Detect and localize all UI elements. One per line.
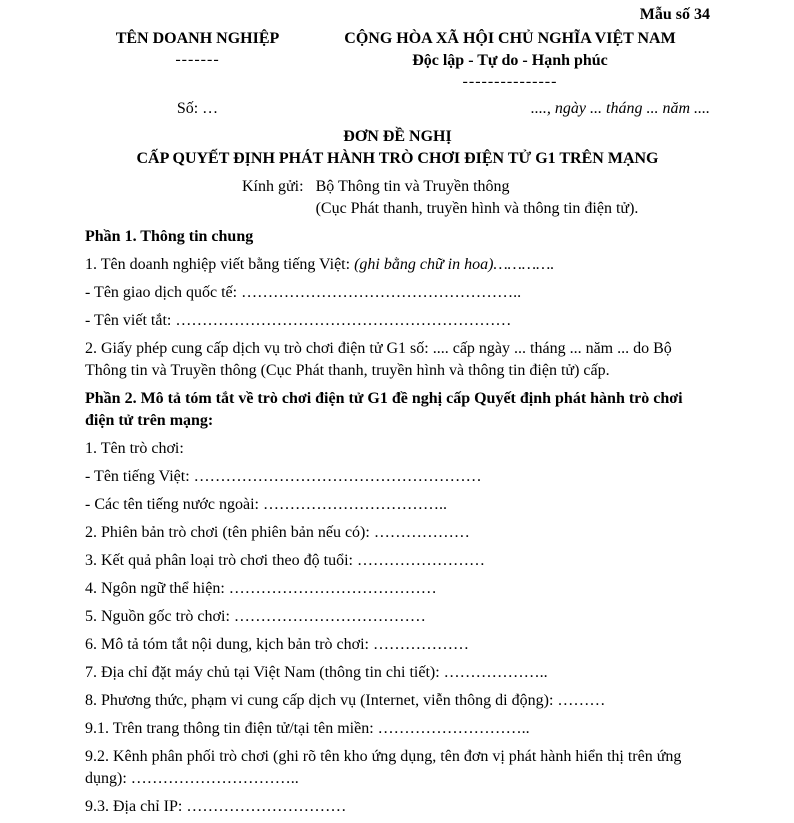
field-game-name-foreign: - Các tên tiếng nước ngoài: ……………………………..: [85, 496, 447, 513]
document-header: [85, 28, 710, 92]
national-motto: Độc lập - Tự do - Hạnh phúc: [412, 52, 608, 69]
field-game-name-vi: - Tên tiếng Việt: ………………………………………………: [85, 468, 482, 485]
part1-heading: Phần 1. Thông tin chung: [85, 228, 254, 245]
company-divider: -------: [175, 51, 220, 68]
part2-heading: Phần 2. Mô tả tóm tắt về trò chơi điện tử G1 đề nghị cấp Quyết định phát hành trò chơi điện tử trên mạng:: [85, 390, 683, 429]
field-content-summary: 6. Mô tả tóm tắt nội dung, kịch bản trò chơi: ………………: [85, 636, 469, 653]
field-abbreviated-name: - Tên viết tắt: ………………………………………………………: [85, 312, 512, 329]
recipient-address: [316, 176, 639, 220]
company-name-heading: TÊN DOANH NGHIỆP: [115, 30, 280, 47]
document-title-line2: CẤP QUYẾT ĐỊNH PHÁT HÀNH TRÒ CHƠI ĐIỆN TỬ G1 TRÊN MẠNG: [136, 150, 659, 167]
national-header: [310, 28, 710, 92]
field-distribution-channel: 9.2. Kênh phân phối trò chơi (ghi rõ tên kho ứng dụng, tên đơn vị phát hành hiển thị trên ứng dụng): …………………………..: [85, 748, 682, 787]
field-server-address: 7. Địa chỉ đặt máy chủ tại Việt Nam (thông tin chi tiết): ………………..: [85, 664, 548, 681]
field-age-rating: 3. Kết quả phân loại trò chơi theo độ tuổi: ……………………: [85, 552, 485, 569]
document-title-line1: ĐƠN ĐỀ NGHỊ: [343, 128, 452, 145]
document-title: [85, 126, 710, 170]
license-info: 2. Giấy phép cung cấp dịch vụ trò chơi điện tử G1 số: .... cấp ngày ... tháng ... năm ... do Bộ Thông tin và Truyền thông (Cục Phát thanh, truyền hình và thông tin điện tử) cấp.: [85, 340, 672, 379]
field-game-name: 1. Tên trò chơi:: [85, 440, 184, 457]
recipient-line1: Bộ Thông tin và Truyền thông: [315, 178, 510, 195]
field-service-scope: 8. Phương thức, phạm vi cung cấp dịch vụ (Internet, viễn thông di động): ………: [85, 692, 606, 709]
document-meta-row: [85, 98, 710, 120]
form-number-label: Mẫu số 34: [639, 6, 710, 23]
date-line: ...., ngày ... tháng ... năm ....: [530, 100, 710, 117]
national-title: CỘNG HÒA XÃ HỘI CHỦ NGHĨA VIỆT NAM: [344, 30, 676, 47]
field-language: 4. Ngôn ngữ thể hiện: …………………………………: [85, 580, 437, 597]
field-international-name: - Tên giao dịch quốc tế: ……………………………………………..: [85, 284, 522, 301]
company-header: [85, 28, 310, 92]
field-company-name-vi: [85, 254, 710, 276]
field-game-version: 2. Phiên bản trò chơi (tên phiên bản nếu có): ………………: [85, 524, 470, 541]
document-number: Số: …: [176, 100, 219, 117]
recipient-line2: (Cục Phát thanh, truyền hình và thông tin điện tử).: [315, 200, 639, 217]
field-company-name-vi-note: (ghi bằng chữ in hoa): [354, 256, 494, 273]
recipient-block: [242, 176, 710, 220]
field-website-domain: 9.1. Trên trang thông tin điện tử/tại tên miền: ………………………..: [85, 720, 530, 737]
field-ip-address: 9.3. Địa chỉ IP: …………………………: [85, 798, 347, 815]
motto-divider: ---------------: [462, 73, 558, 90]
field-company-name-vi-dots: ………….: [493, 256, 555, 273]
field-company-name-vi-label: 1. Tên doanh nghiệp viết bằng tiếng Việt:: [85, 256, 355, 273]
recipient-label: Kính gửi:: [242, 178, 304, 195]
field-game-origin: 5. Nguồn gốc trò chơi: ………………………………: [85, 608, 426, 625]
